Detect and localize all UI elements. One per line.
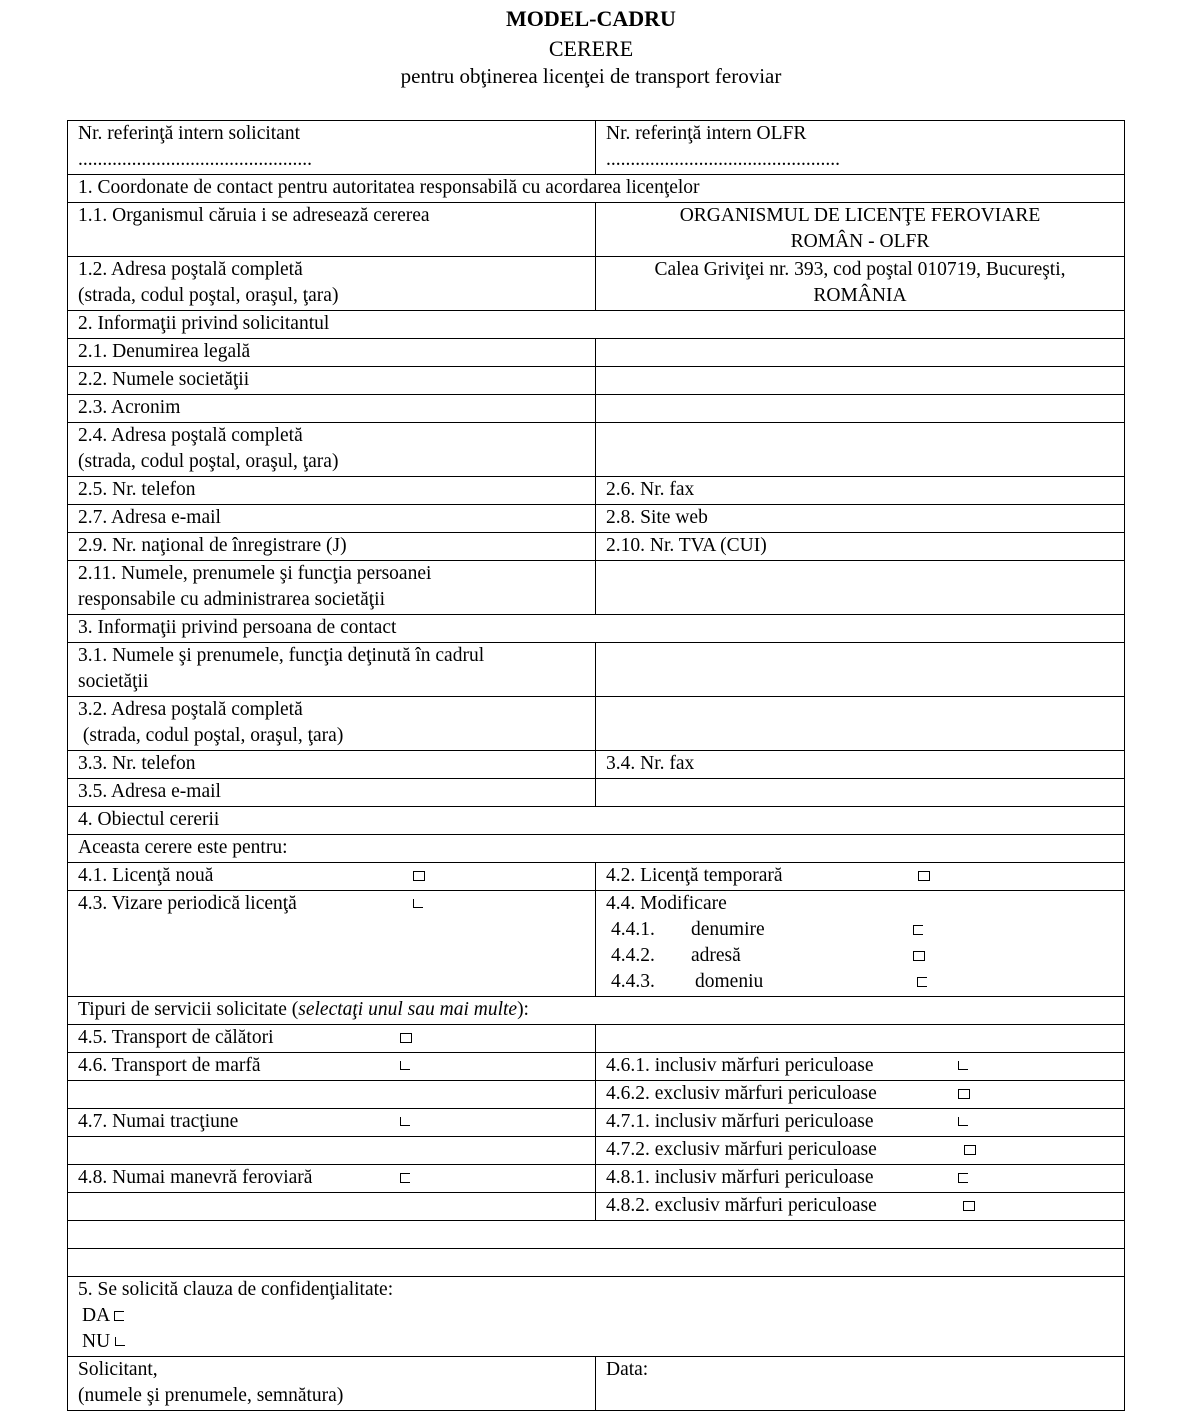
- checkbox-icon[interactable]: [958, 1061, 968, 1070]
- option-4-4-3[interactable]: [606, 969, 1114, 995]
- checkbox-icon[interactable]: [958, 1173, 968, 1183]
- field-2-4-label-line2: (strada, codul poştal, oraşul, ţara): [78, 451, 339, 472]
- field-3-2-label-line2: (strada, codul poştal, oraşul, ţara): [82, 725, 344, 746]
- field-2-11-input[interactable]: [596, 561, 1125, 615]
- field-2-4-input[interactable]: [596, 423, 1125, 477]
- option-4-4-2-number: 4.4.2.: [611, 945, 655, 966]
- field-3-2-label: [68, 697, 596, 751]
- services-heading: [68, 997, 1125, 1025]
- option-4-6-1[interactable]: [596, 1053, 1125, 1081]
- checkbox-icon[interactable]: [964, 1145, 976, 1155]
- form-description: pentru obţinerea licenţei de transport feroviar: [400, 64, 782, 88]
- option-4-2[interactable]: [596, 863, 1125, 891]
- field-2-4-label: [68, 423, 596, 477]
- authority-address-line2: ROMÂNIA: [813, 285, 907, 306]
- field-2-4-label-line1: 2.4. Adresa poştală completă: [78, 425, 303, 446]
- checkbox-icon[interactable]: [958, 1117, 968, 1126]
- field-2-3-input[interactable]: [596, 395, 1125, 423]
- field-2-2-label: 2.2. Numele societăţii: [68, 367, 596, 395]
- option-4-6-2[interactable]: [596, 1081, 1125, 1109]
- option-4-8-2[interactable]: [596, 1193, 1125, 1221]
- form-request-title: CERERE: [548, 36, 634, 61]
- option-4-3-label: 4.3. Vizare periodică licenţă: [78, 893, 297, 914]
- checkbox-icon[interactable]: [413, 899, 423, 908]
- option-4-4-3-number: 4.4.3.: [611, 971, 655, 992]
- option-4-5-empty: [596, 1025, 1125, 1053]
- ref-olfr-label: Nr. referinţă intern OLFR: [606, 123, 807, 144]
- section-3-heading: 3. Informaţii privind persoana de contact: [68, 615, 1125, 643]
- field-3-1-input[interactable]: [596, 643, 1125, 697]
- checkbox-icon[interactable]: [400, 1061, 410, 1070]
- option-4-4-label: 4.4. Modificare: [606, 893, 727, 914]
- option-4-4-1-label: denumire: [691, 919, 765, 940]
- section-1-heading: 1. Coordonate de contact pentru autoritatea responsabilă cu acordarea licenţelor: [68, 175, 1125, 203]
- option-4-1[interactable]: [68, 863, 596, 891]
- field-1-1-label: 1.1. Organismul căruia i se adresează cererea: [68, 203, 596, 257]
- checkbox-icon[interactable]: [114, 1311, 124, 1321]
- checkbox-icon[interactable]: [413, 871, 425, 881]
- field-2-6-fax[interactable]: 2.6. Nr. fax: [596, 477, 1125, 505]
- option-4-8-1[interactable]: [596, 1165, 1125, 1193]
- ref-applicant-dots: ................................................: [78, 149, 312, 170]
- applicant-sublabel: (numele şi prenumele, semnătura): [78, 1385, 344, 1406]
- option-4-8-2-label: 4.8.2. exclusiv mărfuri periculoase: [606, 1195, 877, 1216]
- authority-address-line1: Calea Griviţei nr. 393, cod poştal 010719, Bucureşti,: [654, 259, 1066, 280]
- ref-applicant-label: Nr. referinţă intern solicitant: [78, 123, 301, 144]
- field-2-1-label: 2.1. Denumirea legală: [68, 339, 596, 367]
- option-4-6[interactable]: [68, 1053, 596, 1081]
- field-3-5-input[interactable]: [596, 779, 1125, 807]
- applicant-signature-cell[interactable]: [68, 1357, 596, 1411]
- confidentiality-yes-label: DA: [82, 1305, 110, 1326]
- field-2-1-input[interactable]: [596, 339, 1125, 367]
- field-3-1-label-line2: societăţii: [78, 671, 149, 692]
- section-2-heading: 2. Informaţii privind solicitantul: [68, 311, 1125, 339]
- option-4-6-2-label: 4.6.2. exclusiv mărfuri periculoase: [606, 1083, 877, 1104]
- option-4-3[interactable]: [68, 891, 596, 997]
- checkbox-icon[interactable]: [963, 1201, 975, 1211]
- field-3-4-fax[interactable]: 3.4. Nr. fax: [596, 751, 1125, 779]
- blank-row: [68, 1249, 1125, 1277]
- option-4-7-label: 4.7. Numai tracţiune: [78, 1111, 239, 1132]
- option-4-1-label: 4.1. Licenţă nouă: [78, 865, 214, 886]
- ref-olfr-cell[interactable]: [596, 121, 1125, 175]
- field-1-2-label-line1: 1.2. Adresa poştală completă: [78, 259, 303, 280]
- field-3-1-label: [68, 643, 596, 697]
- field-3-2-input[interactable]: [596, 697, 1125, 751]
- field-2-5-phone[interactable]: 2.5. Nr. telefon: [68, 477, 596, 505]
- option-4-4: [596, 891, 1125, 997]
- date-cell[interactable]: Data:: [596, 1357, 1125, 1411]
- checkbox-icon[interactable]: [400, 1173, 410, 1183]
- option-4-7-2[interactable]: [596, 1137, 1125, 1165]
- option-4-8-1-label: 4.8.1. inclusiv mărfuri periculoase: [606, 1167, 874, 1188]
- field-3-1-label-line1: 3.1. Numele şi prenumele, funcţia deţinută în cadrul: [78, 645, 485, 666]
- application-form-table: [67, 120, 1125, 1411]
- option-4-6-label: 4.6. Transport de marfă: [78, 1055, 261, 1076]
- field-2-9-registration[interactable]: 2.9. Nr. naţional de înregistrare (J): [68, 533, 596, 561]
- confidentiality-no-label: NU: [82, 1331, 111, 1352]
- section-4-heading: 4. Obiectul cererii: [68, 807, 1125, 835]
- field-3-2-label-line1: 3.2. Adresa poştală completă: [78, 699, 303, 720]
- checkbox-icon[interactable]: [913, 925, 923, 935]
- blank-row: [68, 1221, 1125, 1249]
- field-2-10-vat[interactable]: 2.10. Nr. TVA (CUI): [596, 533, 1125, 561]
- field-2-11-label-line2: responsabile cu administrarea societăţii: [78, 589, 386, 610]
- option-4-7-empty: [68, 1137, 596, 1165]
- services-heading-italic: selectaţi unul sau mai multe: [298, 999, 518, 1020]
- ref-olfr-dots: ................................................: [606, 149, 840, 170]
- form-model-title: MODEL-CADRU: [506, 6, 676, 31]
- field-3-3-phone[interactable]: 3.3. Nr. telefon: [68, 751, 596, 779]
- field-2-7-email[interactable]: 2.7. Adresa e-mail: [68, 505, 596, 533]
- option-4-2-label: 4.2. Licenţă temporară: [606, 865, 783, 886]
- field-1-1-value: [596, 203, 1125, 257]
- option-4-8-label: 4.8. Numai manevră feroviară: [78, 1167, 313, 1188]
- field-3-5-email[interactable]: 3.5. Adresa e-mail: [68, 779, 596, 807]
- checkbox-icon[interactable]: [918, 871, 930, 881]
- checkbox-icon[interactable]: [958, 1089, 970, 1099]
- option-4-5[interactable]: [68, 1025, 596, 1053]
- field-1-2-value: [596, 257, 1125, 311]
- option-4-8[interactable]: [68, 1165, 596, 1193]
- confidentiality-yes[interactable]: [78, 1303, 1114, 1329]
- option-4-4-2[interactable]: [606, 943, 1114, 969]
- option-4-7[interactable]: [68, 1109, 596, 1137]
- ref-applicant-cell[interactable]: [68, 121, 596, 175]
- checkbox-icon[interactable]: [913, 951, 925, 961]
- field-2-11-label: [68, 561, 596, 615]
- section-4-intro: Aceasta cerere este pentru:: [68, 835, 1125, 863]
- option-4-4-3-label: domeniu: [695, 971, 764, 992]
- section-5-confidentiality: [68, 1277, 1125, 1357]
- option-4-8-empty: [68, 1193, 596, 1221]
- option-4-7-1-label: 4.7.1. inclusiv mărfuri periculoase: [606, 1111, 874, 1132]
- option-4-5-label: 4.5. Transport de călători: [78, 1027, 274, 1048]
- option-4-6-empty: [68, 1081, 596, 1109]
- checkbox-icon[interactable]: [115, 1337, 125, 1346]
- option-4-4-2-label: adresă: [691, 945, 741, 966]
- applicant-label: Solicitant,: [78, 1359, 158, 1380]
- option-4-7-2-label: 4.7.2. exclusiv mărfuri periculoase: [606, 1139, 877, 1160]
- field-2-8-website[interactable]: 2.8. Site web: [596, 505, 1125, 533]
- field-2-2-input[interactable]: [596, 367, 1125, 395]
- option-4-6-1-label: 4.6.1. inclusiv mărfuri periculoase: [606, 1055, 874, 1076]
- section-5-heading: 5. Se solicită clauza de confidenţialitate:: [78, 1279, 394, 1300]
- field-1-2-label: [68, 257, 596, 311]
- confidentiality-no[interactable]: [78, 1329, 1114, 1355]
- option-4-4-1-number: 4.4.1.: [611, 919, 655, 940]
- checkbox-icon[interactable]: [400, 1033, 412, 1043]
- field-2-3-label: 2.3. Acronim: [68, 395, 596, 423]
- field-2-11-label-line1: 2.11. Numele, prenumele şi funcţia persoanei: [78, 563, 432, 584]
- option-4-7-1[interactable]: [596, 1109, 1125, 1137]
- checkbox-icon[interactable]: [400, 1117, 410, 1126]
- option-4-4-1[interactable]: [606, 917, 1114, 943]
- services-heading-suffix: ):: [517, 999, 529, 1020]
- authority-name-line1: ORGANISMUL DE LICENŢE FEROVIARE: [679, 205, 1041, 226]
- authority-name-line2: ROMÂN - OLFR: [790, 231, 930, 252]
- services-heading-prefix: Tipuri de servicii solicitate (: [78, 999, 299, 1020]
- field-1-2-label-line2: (strada, codul poştal, oraşul, ţara): [78, 285, 339, 306]
- checkbox-icon[interactable]: [917, 977, 927, 987]
